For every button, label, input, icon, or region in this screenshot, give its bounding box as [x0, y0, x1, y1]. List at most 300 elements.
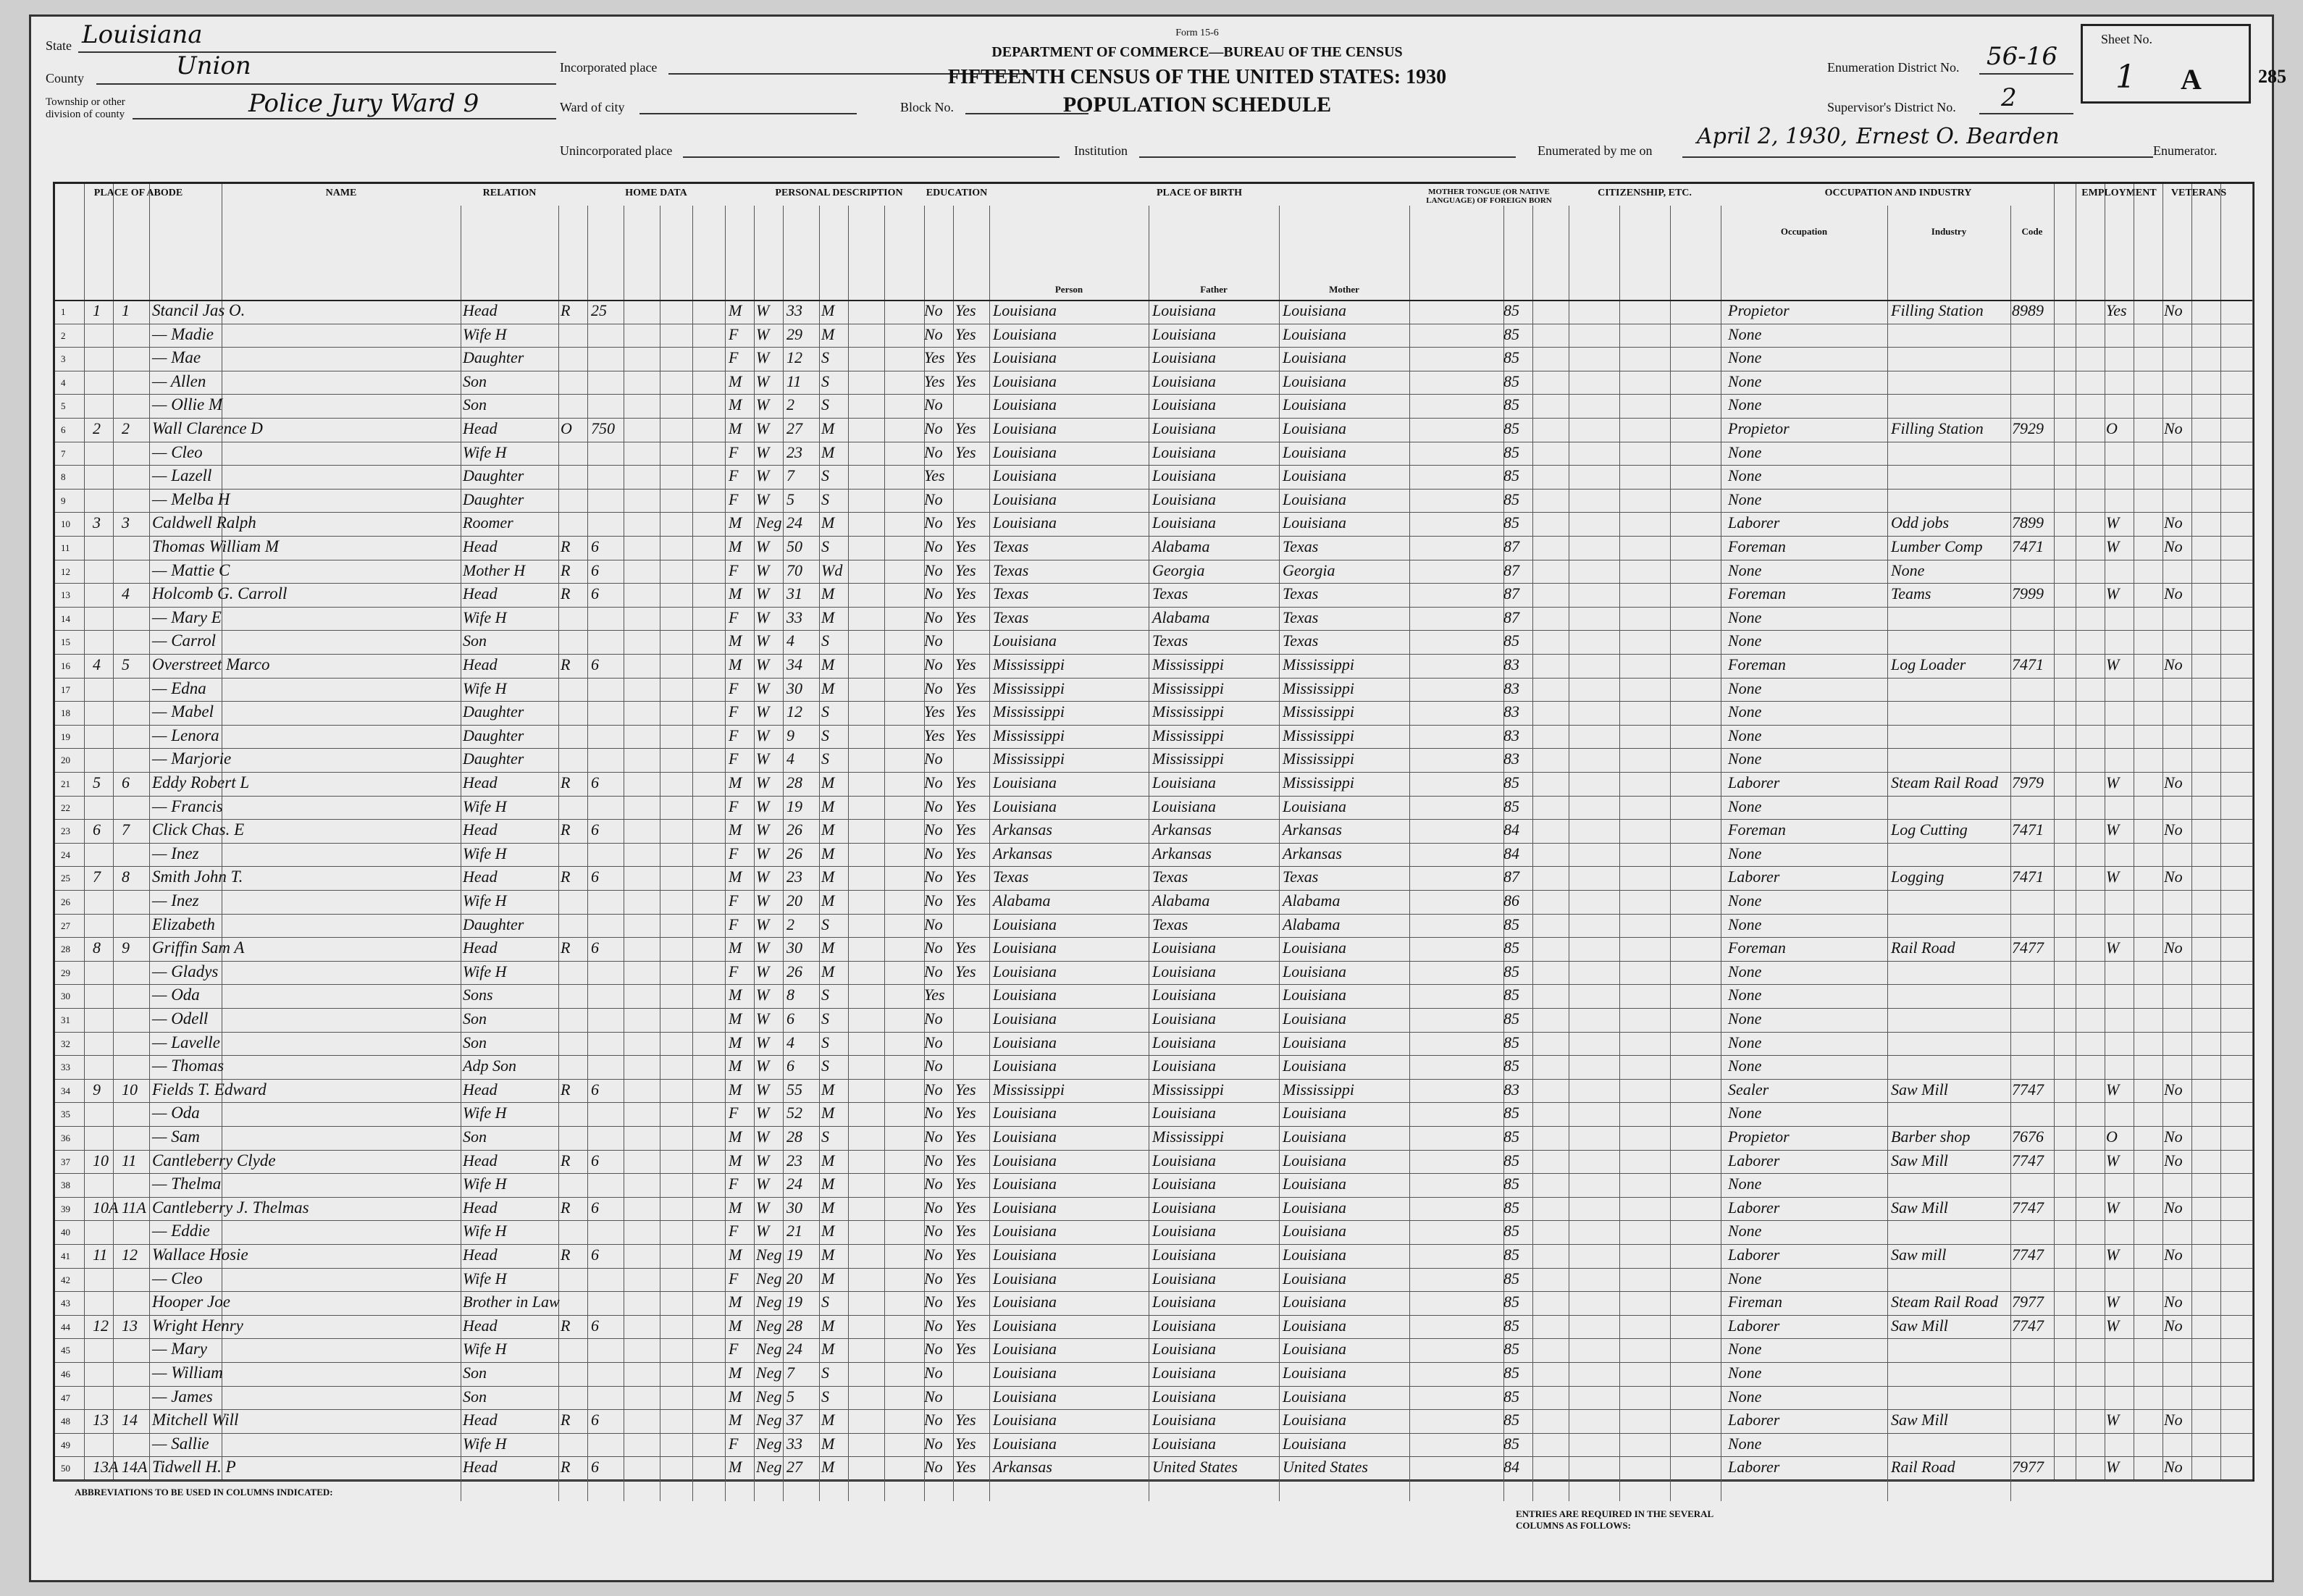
line-number: 43	[61, 1298, 70, 1309]
grid-column-line	[1409, 206, 1410, 1501]
group-occupation: OCCUPATION AND INDUSTRY	[1824, 188, 1972, 198]
veteran: No	[2164, 1151, 2183, 1169]
race: W	[756, 726, 770, 744]
birthplace-person: Louisiana	[993, 773, 1057, 791]
township-value: Police Jury Ward 9	[248, 89, 479, 118]
dwelling-number: 1	[93, 301, 101, 319]
family-number: 14A	[122, 1458, 148, 1477]
grid-column-line	[783, 206, 784, 1501]
birthplace-father: Louisiana	[1152, 1175, 1217, 1193]
birthplace-mother: Mississippi	[1283, 749, 1355, 768]
birthplace-mother: Louisiana	[1283, 986, 1347, 1004]
family-number: 6	[122, 773, 130, 791]
attended-school: No	[924, 891, 943, 910]
line-number: 8	[61, 471, 66, 483]
birthplace-father: Mississippi	[1152, 1080, 1225, 1099]
industry: Steam Rail Road	[1891, 1293, 1998, 1311]
row-line	[55, 1055, 2252, 1056]
sex: F	[729, 1434, 739, 1453]
industry: Odd jobs	[1891, 513, 1950, 532]
sex: F	[729, 1104, 739, 1122]
occupation: Foreman	[1728, 655, 1786, 673]
row-line	[55, 1173, 2252, 1174]
birthplace-mother: Louisiana	[1283, 1387, 1347, 1406]
race: W	[756, 844, 770, 862]
race: W	[756, 1080, 770, 1099]
marital-status: M	[821, 1175, 835, 1193]
industry: Saw Mill	[1891, 1411, 1948, 1429]
person-name: — Sam	[152, 1127, 200, 1146]
birthplace-code: 87	[1503, 868, 1519, 886]
home-value: 6	[591, 560, 599, 579]
institution-label: Institution	[1074, 143, 1128, 158]
race: W	[756, 1009, 770, 1028]
line-number: 12	[61, 566, 70, 577]
person-name: — Inez	[152, 891, 199, 910]
birthplace-father: Louisiana	[1152, 1246, 1217, 1264]
home-value: 6	[591, 938, 599, 957]
grid-column-line	[1619, 206, 1620, 1501]
occupation: Fireman	[1728, 1293, 1782, 1311]
marital-status: M	[821, 844, 835, 862]
relation: Wife H	[463, 1340, 507, 1358]
age: 4	[786, 749, 794, 768]
relation: Head	[463, 938, 498, 957]
race: W	[756, 868, 770, 886]
birthplace-father: Texas	[1152, 631, 1188, 650]
age: 70	[786, 560, 802, 579]
race: Neg	[756, 1387, 782, 1406]
relation: Head	[463, 1458, 498, 1477]
age: 29	[786, 324, 802, 343]
sex: F	[729, 962, 739, 980]
sex: F	[729, 1269, 739, 1288]
birthplace-person: Mississippi	[993, 749, 1065, 768]
grid-column-line	[1532, 206, 1533, 1501]
sup-line	[1979, 113, 2073, 114]
birthplace-mother: Louisiana	[1283, 1151, 1347, 1169]
birthplace-mother: Mississippi	[1283, 679, 1355, 697]
sex: M	[729, 986, 742, 1004]
attended-school: No	[924, 868, 943, 886]
grid-column-line	[725, 206, 726, 1501]
person-name: — Oda	[152, 986, 200, 1004]
line-number: 29	[61, 967, 70, 978]
age: 6	[786, 1009, 794, 1028]
entries-note: ENTRIES ARE REQUIRED IN THE SEVERAL COLUMNS AS FOLLOWS:	[1516, 1508, 1713, 1531]
line-number: 42	[61, 1274, 70, 1285]
person-name: — Allen	[152, 371, 206, 390]
person-name: — Mae	[152, 348, 201, 367]
marital-status: M	[821, 1198, 835, 1217]
dwelling-number: 5	[93, 773, 101, 791]
veteran: No	[2164, 419, 2183, 437]
sex: M	[729, 1151, 742, 1169]
birthplace-father: Louisiana	[1152, 1293, 1217, 1311]
birthplace-code: 83	[1503, 702, 1519, 721]
veteran: No	[2164, 1316, 2183, 1335]
birthplace-code: 84	[1503, 844, 1519, 862]
grid-column-line	[149, 184, 150, 1479]
birthplace-mother: Texas	[1283, 868, 1319, 886]
race: W	[756, 442, 770, 461]
age: 30	[786, 938, 802, 957]
sex: F	[729, 891, 739, 910]
age: 20	[786, 891, 802, 910]
line-number: 17	[61, 684, 70, 695]
relation: Head	[463, 301, 498, 319]
birthplace-person: Louisiana	[993, 1151, 1057, 1169]
race: W	[756, 773, 770, 791]
marital-status: S	[821, 1127, 829, 1146]
line-number: 23	[61, 826, 70, 837]
line-number: 6	[61, 424, 66, 435]
row-line	[55, 748, 2252, 749]
attended-school: No	[924, 584, 943, 603]
can-read-write: Yes	[955, 726, 976, 744]
attended-school: No	[924, 1175, 943, 1193]
birthplace-father: Texas	[1152, 868, 1188, 886]
occupation: Laborer	[1728, 773, 1780, 791]
state-label: State	[46, 38, 72, 53]
attended-school: No	[924, 1104, 943, 1122]
sex: M	[729, 537, 742, 555]
birthplace-code: 87	[1503, 537, 1519, 555]
birthplace-code: 84	[1503, 1458, 1519, 1477]
attended-school: No	[924, 1269, 943, 1288]
birthplace-person: Louisiana	[993, 915, 1057, 933]
occupation: None	[1728, 631, 1762, 650]
age: 9	[786, 726, 794, 744]
relation: Wife H	[463, 962, 507, 980]
age: 26	[786, 962, 802, 980]
home-tenure: R	[561, 1246, 571, 1264]
sex: F	[729, 490, 739, 508]
marital-status: S	[821, 466, 829, 485]
sex: M	[729, 1080, 742, 1099]
sex: M	[729, 820, 742, 839]
birthplace-mother: Louisiana	[1283, 301, 1347, 319]
birthplace-code: 83	[1503, 726, 1519, 744]
marital-status: S	[821, 1057, 829, 1075]
birthplace-father: Louisiana	[1152, 371, 1217, 390]
relation: Head	[463, 655, 498, 673]
group-personal: PERSONAL DESCRIPTION	[775, 188, 903, 198]
home-value: 6	[591, 1411, 599, 1429]
birthplace-father: Alabama	[1152, 608, 1210, 626]
group-relation: RELATION	[482, 188, 537, 198]
age: 23	[786, 442, 802, 461]
age: 23	[786, 868, 802, 886]
attended-school: Yes	[924, 986, 945, 1004]
marital-status: M	[821, 679, 835, 697]
birthplace-code: 85	[1503, 962, 1519, 980]
row-line	[55, 1268, 2252, 1269]
row-line	[55, 1456, 2252, 1457]
person-name: — Carrol	[152, 631, 216, 650]
birthplace-father: Louisiana	[1152, 490, 1217, 508]
birthplace-code: 85	[1503, 1198, 1519, 1217]
col-code: Code	[2021, 226, 2043, 237]
sex: M	[729, 1387, 742, 1406]
birthplace-father: Mississippi	[1152, 726, 1225, 744]
birthplace-code: 86	[1503, 891, 1519, 910]
birthplace-code: 85	[1503, 1057, 1519, 1075]
township-label: Township or other division of county	[46, 96, 125, 120]
marital-status: M	[821, 820, 835, 839]
race: Neg	[756, 1364, 782, 1382]
age: 37	[786, 1411, 802, 1429]
row-line	[55, 1244, 2252, 1245]
row-line	[55, 394, 2252, 395]
attended-school: No	[924, 490, 943, 508]
race: W	[756, 915, 770, 933]
marital-status: M	[821, 608, 835, 626]
attended-school: No	[924, 419, 943, 437]
birthplace-person: Louisiana	[993, 797, 1057, 815]
age: 24	[786, 1340, 802, 1358]
relation: Brother in Law	[463, 1293, 560, 1311]
birthplace-mother: Louisiana	[1283, 1198, 1347, 1217]
marital-status: M	[821, 1411, 835, 1429]
can-read-write: Yes	[955, 301, 976, 319]
birthplace-person: Mississippi	[993, 655, 1065, 673]
birthplace-mother: Louisiana	[1283, 1222, 1347, 1240]
home-value: 6	[591, 1198, 599, 1217]
birthplace-mother: Louisiana	[1283, 395, 1347, 414]
marital-status: M	[821, 1080, 835, 1099]
marital-status: S	[821, 1033, 829, 1051]
person-name: Holcomb G. Carroll	[152, 584, 288, 603]
birthplace-person: Louisiana	[993, 1104, 1057, 1122]
grid-column-line	[692, 206, 693, 1501]
birthplace-mother: Alabama	[1283, 891, 1341, 910]
marital-status: M	[821, 513, 835, 532]
birthplace-father: Louisiana	[1152, 1198, 1217, 1217]
birthplace-father: Mississippi	[1152, 702, 1225, 721]
industry: Teams	[1891, 584, 1931, 603]
employment: O	[2106, 1127, 2118, 1146]
relation: Head	[463, 1411, 498, 1429]
birthplace-mother: Mississippi	[1283, 773, 1355, 791]
attended-school: No	[924, 1151, 943, 1169]
birthplace-person: Louisiana	[993, 938, 1057, 957]
family-number: 8	[122, 868, 130, 886]
marital-status: S	[821, 702, 829, 721]
dwelling-number: 10	[93, 1151, 109, 1169]
row-line	[55, 772, 2252, 773]
occupation: Laborer	[1728, 868, 1780, 886]
sex: M	[729, 1057, 742, 1075]
employment: W	[2106, 537, 2120, 555]
home-value: 6	[591, 584, 599, 603]
occupation: None	[1728, 679, 1762, 697]
birthplace-mother: Louisiana	[1283, 938, 1347, 957]
row-line	[55, 536, 2252, 537]
industry: Log Loader	[1891, 655, 1966, 673]
col-mother: Mother	[1329, 284, 1359, 295]
row-line	[55, 914, 2252, 915]
veteran: No	[2164, 1127, 2183, 1146]
can-read-write: Yes	[955, 1458, 976, 1477]
can-read-write: Yes	[955, 773, 976, 791]
relation: Son	[463, 1033, 487, 1051]
age: 19	[786, 1246, 802, 1264]
race: Neg	[756, 1246, 782, 1264]
person-name: — Lavelle	[152, 1033, 220, 1051]
sup-label: Supervisor's District No.	[1827, 100, 1956, 114]
birthplace-mother: Mississippi	[1283, 655, 1355, 673]
birthplace-person: Louisiana	[993, 1293, 1057, 1311]
veteran: No	[2164, 513, 2183, 532]
race: Neg	[756, 1340, 782, 1358]
state-line	[78, 51, 556, 53]
form-number: Form 15-6	[1175, 28, 1219, 38]
race: W	[756, 962, 770, 980]
grid-column-line	[819, 206, 820, 1501]
family-number: 10	[122, 1080, 138, 1099]
can-read-write: Yes	[955, 348, 976, 367]
group-mother-tongue: MOTHER TONGUE (OR NATIVE LANGUAGE) OF FOREIGN BORN	[1426, 188, 1552, 205]
col-father: Father	[1200, 284, 1228, 295]
occupation: None	[1728, 749, 1762, 768]
birthplace-code: 83	[1503, 679, 1519, 697]
person-name: Wall Clarence D	[152, 419, 263, 437]
birthplace-person: Louisiana	[993, 324, 1057, 343]
occupation: Propietor	[1728, 419, 1790, 437]
industry: Rail Road	[1891, 1458, 1955, 1477]
occupation-code: 7747	[2012, 1151, 2044, 1169]
occupation: None	[1728, 726, 1762, 744]
occupation: Laborer	[1728, 1458, 1780, 1477]
birthplace-person: Louisiana	[993, 962, 1057, 980]
grid-column-line	[84, 184, 85, 1479]
birthplace-mother: Alabama	[1283, 915, 1341, 933]
can-read-write: Yes	[955, 419, 976, 437]
birthplace-person: Texas	[993, 560, 1029, 579]
attended-school: No	[924, 442, 943, 461]
occupation: None	[1728, 1175, 1762, 1193]
attended-school: No	[924, 1364, 943, 1382]
dwelling-number: 10A	[93, 1198, 119, 1217]
state-value: Louisiana	[82, 20, 203, 49]
birthplace-code: 85	[1503, 1222, 1519, 1240]
birthplace-mother: Louisiana	[1283, 1009, 1347, 1028]
occupation: None	[1728, 371, 1762, 390]
birthplace-father: Louisiana	[1152, 395, 1217, 414]
relation: Head	[463, 1246, 498, 1264]
person-name: Elizabeth	[152, 915, 215, 933]
line-number: 19	[61, 731, 70, 742]
grid-column-line	[754, 206, 755, 1501]
home-value: 6	[591, 868, 599, 886]
can-read-write: Yes	[955, 513, 976, 532]
page-stamp: 285	[2258, 66, 2286, 87]
birthplace-person: Louisiana	[993, 986, 1057, 1004]
birthplace-code: 85	[1503, 1009, 1519, 1028]
group-citizenship: CITIZENSHIP, ETC.	[1598, 188, 1692, 198]
dwelling-number: 7	[93, 868, 101, 886]
attended-school: No	[924, 1316, 943, 1335]
veteran: No	[2164, 1411, 2183, 1429]
attended-school: No	[924, 962, 943, 980]
marital-status: S	[821, 726, 829, 744]
birthplace-father: Mississippi	[1152, 749, 1225, 768]
county-line	[96, 83, 556, 85]
row-line	[55, 654, 2252, 655]
home-value: 25	[591, 301, 607, 319]
marital-status: M	[821, 868, 835, 886]
veteran: No	[2164, 1293, 2183, 1311]
occupation-code: 7477	[2012, 938, 2044, 957]
relation: Head	[463, 584, 498, 603]
birthplace-mother: Louisiana	[1283, 1033, 1347, 1051]
occupation-code: 7676	[2012, 1127, 2044, 1146]
occupation: None	[1728, 1434, 1762, 1453]
marital-status: S	[821, 915, 829, 933]
dwelling-number: 9	[93, 1080, 101, 1099]
birthplace-person: Arkansas	[993, 844, 1052, 862]
person-name: Click Chas. E	[152, 820, 245, 839]
birthplace-father: Arkansas	[1152, 844, 1212, 862]
attended-school: No	[924, 1458, 943, 1477]
grid-column-line	[989, 206, 990, 1501]
birthplace-code: 85	[1503, 1033, 1519, 1051]
birthplace-code: 85	[1503, 1434, 1519, 1453]
relation: Daughter	[463, 348, 524, 367]
race: W	[756, 371, 770, 390]
home-tenure: R	[561, 938, 571, 957]
age: 27	[786, 419, 802, 437]
occupation: None	[1728, 986, 1762, 1004]
occupation: None	[1728, 466, 1762, 485]
sex: F	[729, 466, 739, 485]
home-tenure: R	[561, 1151, 571, 1169]
group-employment: EMPLOYMENT	[2081, 188, 2157, 198]
marital-status: M	[821, 1222, 835, 1240]
birthplace-code: 85	[1503, 773, 1519, 791]
col-industry: Industry	[1931, 226, 1967, 237]
person-name: — Thomas	[152, 1057, 225, 1075]
line-number: 7	[61, 448, 66, 459]
race: W	[756, 1151, 770, 1169]
birthplace-father: Arkansas	[1152, 820, 1212, 839]
relation: Wife H	[463, 608, 507, 626]
birthplace-father: United States	[1152, 1458, 1238, 1477]
home-tenure: R	[561, 773, 571, 791]
home-value: 750	[591, 419, 615, 437]
family-number: 11A	[122, 1198, 146, 1217]
marital-status: S	[821, 348, 829, 367]
race: W	[756, 1175, 770, 1193]
sup-value: 2	[2001, 83, 2017, 112]
attended-school: No	[924, 1411, 943, 1429]
grid-column-line	[1887, 206, 1888, 1501]
occupation: None	[1728, 1269, 1762, 1288]
sex: M	[729, 1246, 742, 1264]
can-read-write: Yes	[955, 962, 976, 980]
employment: W	[2106, 868, 2120, 886]
sex: M	[729, 631, 742, 650]
row-line	[55, 630, 2252, 631]
birthplace-father: Louisiana	[1152, 1104, 1217, 1122]
birthplace-code: 85	[1503, 490, 1519, 508]
can-read-write: Yes	[955, 608, 976, 626]
age: 28	[786, 1127, 802, 1146]
sex: F	[729, 560, 739, 579]
sheet-number-box	[2081, 24, 2251, 104]
birthplace-father: Louisiana	[1152, 513, 1217, 532]
